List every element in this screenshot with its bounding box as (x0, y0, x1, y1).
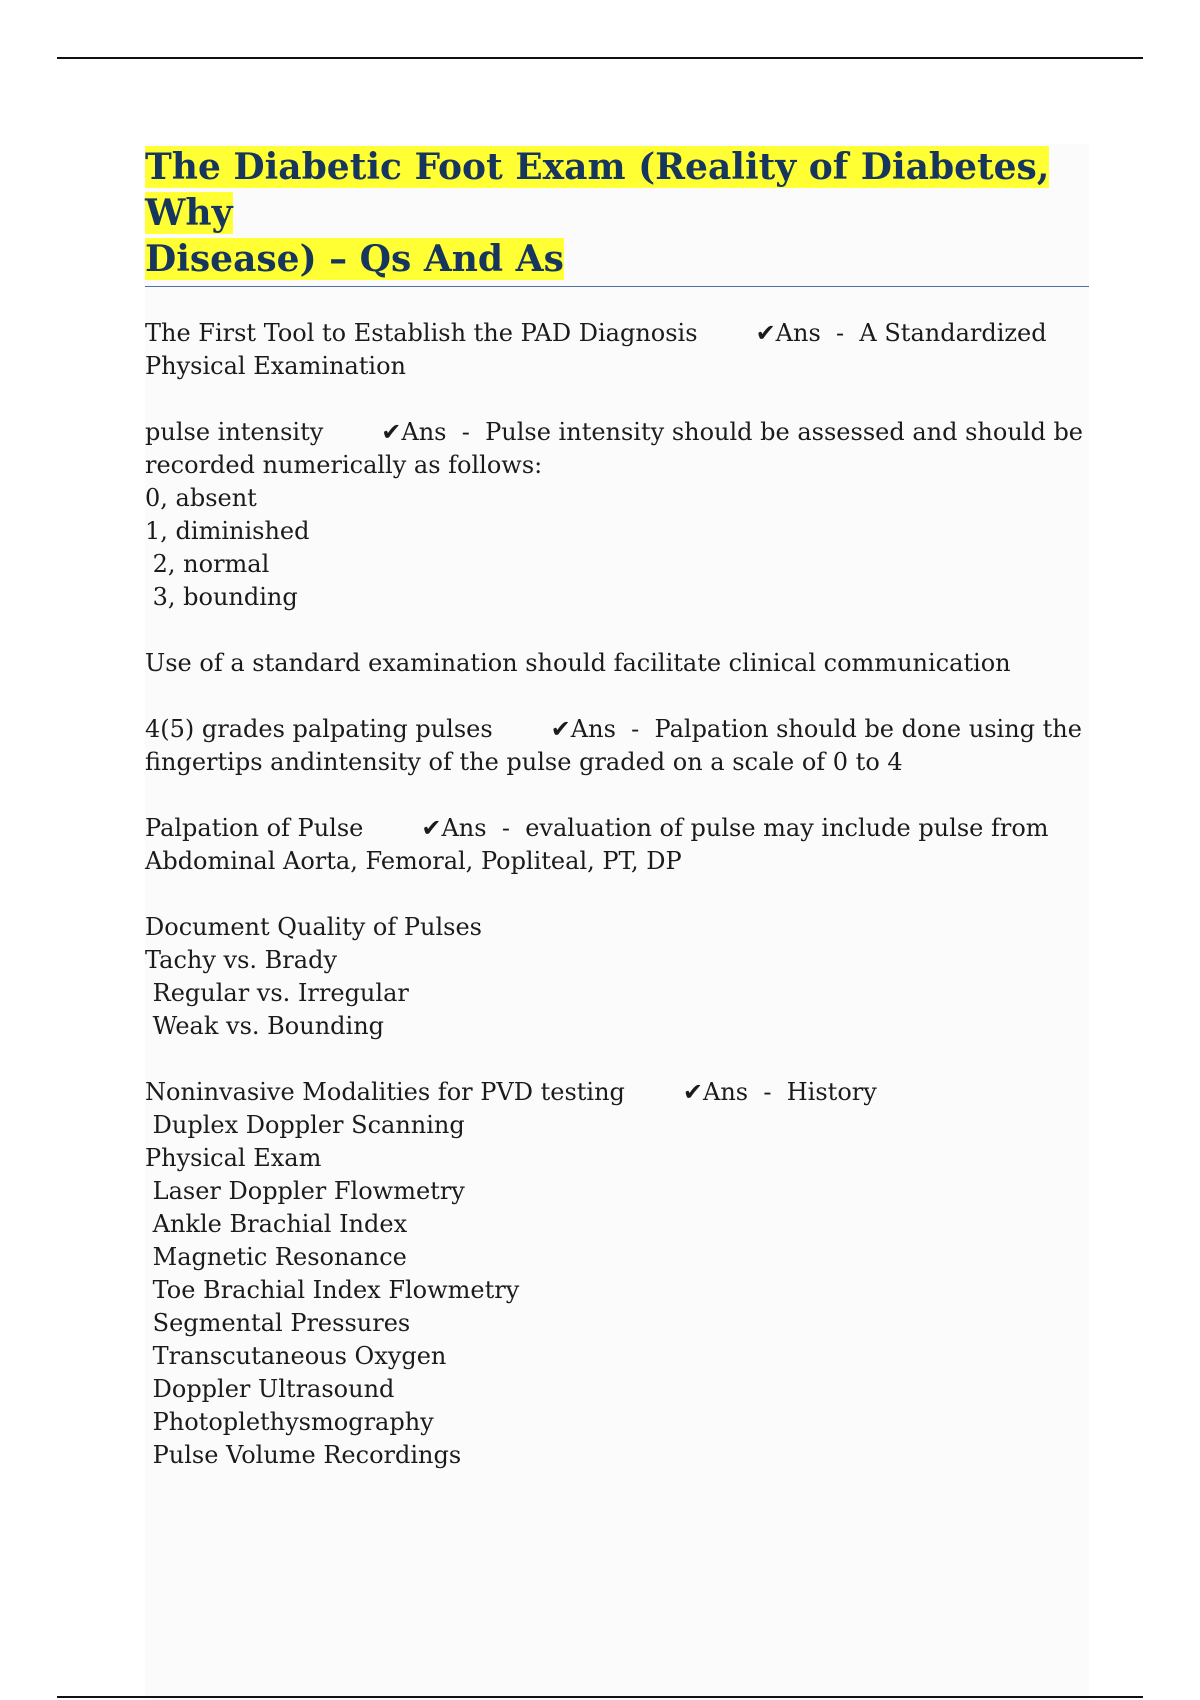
list-line: Weak vs. Bounding (145, 1012, 385, 1040)
qa-entry (145, 1076, 1089, 1472)
answer-text: Pulse intensity should be assessed and should be (485, 418, 1084, 446)
document-title (145, 144, 1089, 282)
list-line: Tachy vs. Brady (145, 946, 338, 974)
answer-line: 1, diminished (145, 517, 310, 545)
title-line-2: Disease) – Qs And As (145, 238, 564, 280)
answer-line: Physical Exam (145, 1144, 322, 1172)
answer-marker: ✔Ans - (381, 418, 486, 446)
answer-line: 3, bounding (145, 583, 298, 611)
answer-line: Pulse Volume Recordings (145, 1441, 462, 1469)
answer-marker: ✔Ans - (682, 1078, 787, 1106)
answer-line: Ankle Brachial Index (145, 1210, 408, 1238)
qa-entry (145, 317, 1089, 383)
footer-rule (57, 1696, 1143, 1698)
answer-line: Physical Examination (145, 352, 406, 380)
document-page (145, 144, 1089, 1700)
header-rule (57, 57, 1143, 59)
qa-entry (145, 647, 1089, 680)
title-line-1: The Diabetic Foot Exam (Reality of Diabetes, Why (145, 146, 1050, 234)
answer-text: A Standardized (859, 319, 1047, 347)
question-text: Noninvasive Modalities for PVD testing (145, 1078, 625, 1106)
answer-line: 0, absent (145, 484, 257, 512)
answer-line: Segmental Pressures (145, 1309, 411, 1337)
question-text: The First Tool to Establish the PAD Diagnosis (145, 319, 698, 347)
question-text: pulse intensity (145, 418, 324, 446)
title-underline (145, 286, 1089, 287)
answer-line: Photoplethysmography (145, 1408, 434, 1436)
answer-line: Transcutaneous Oxygen (145, 1342, 447, 1370)
qa-entry (145, 416, 1089, 614)
list-line: Document Quality of Pulses (145, 913, 482, 941)
list-line: Regular vs. Irregular (145, 979, 409, 1007)
answer-line: Toe Brachial Index Flowmetry (145, 1276, 520, 1304)
answer-line: Magnetic Resonance (145, 1243, 407, 1271)
answer-line: fingertips andintensity of the pulse graded on a scale of 0 to 4 (145, 748, 903, 776)
answer-marker: ✔Ans - (755, 319, 860, 347)
answer-marker: ✔Ans - (550, 715, 655, 743)
answer-line: Duplex Doppler Scanning (145, 1111, 465, 1139)
answer-line: recorded numerically as follows: (145, 451, 543, 479)
answer-marker: ✔Ans - (421, 814, 526, 842)
question-text: Palpation of Pulse (145, 814, 364, 842)
answer-text: evaluation of pulse may include pulse from (525, 814, 1049, 842)
answer-text: Palpation should be done using the (654, 715, 1082, 743)
answer-line: Doppler Ultrasound (145, 1375, 395, 1403)
answer-line: Laser Doppler Flowmetry (145, 1177, 465, 1205)
answer-line: 2, normal (145, 550, 270, 578)
qa-entry (145, 911, 1089, 1043)
answer-text: History (786, 1078, 877, 1106)
question-text: 4(5) grades palpating pulses (145, 715, 493, 743)
qa-entry (145, 713, 1089, 779)
qa-entry (145, 812, 1089, 878)
standalone-text: Use of a standard examination should facilitate clinical communication (145, 649, 1011, 677)
qa-content (145, 317, 1089, 1472)
answer-line: Abdominal Aorta, Femoral, Popliteal, PT, DP (145, 847, 682, 875)
